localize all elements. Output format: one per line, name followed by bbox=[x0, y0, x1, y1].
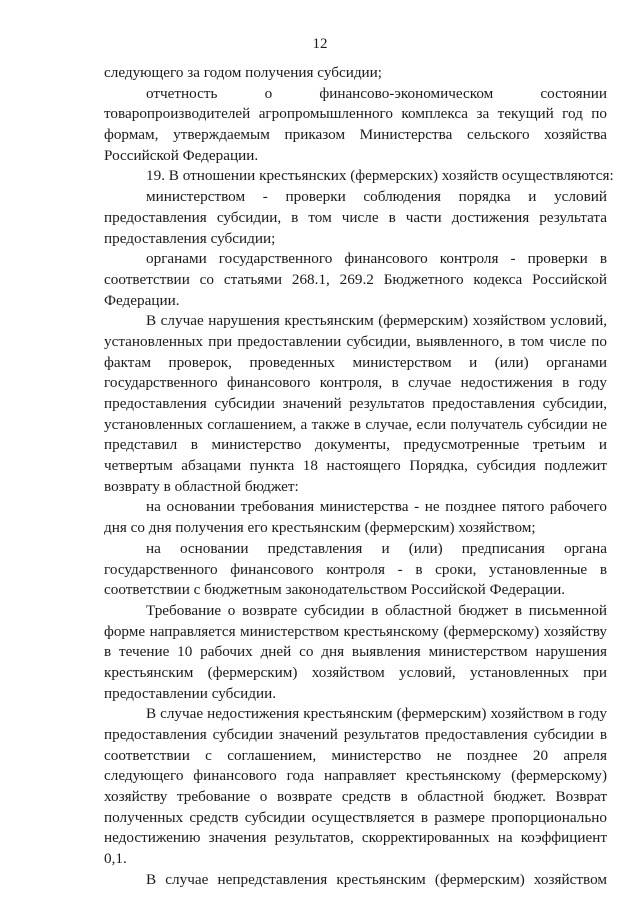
text-line: предоставления субсидии; bbox=[104, 229, 276, 247]
text-line: установленных соглашением, а также в случае, если получатель субсидии не bbox=[104, 415, 607, 433]
text-line: государственного финансового контроля, в случае недостижения в году bbox=[104, 374, 607, 392]
text-line: фактам проверок, проведенных министерством и (или) органами bbox=[104, 353, 607, 371]
text-line: в течение 10 рабочих дней со дня выявления министерством нарушения bbox=[104, 643, 607, 661]
text-line: предоставления субсидии значений результатов предоставления субсидии в bbox=[104, 726, 607, 743]
text-line: министерством - проверки соблюдения порядка и условий bbox=[146, 188, 607, 206]
text-line: хозяйству требование о возврате средств в областной бюджет. Возврат bbox=[104, 788, 607, 806]
text-line: полученных средств субсидии осуществляется в размере пропорционально bbox=[104, 808, 607, 826]
text-line: В случае нарушения крестьянским (фермерским) хозяйством условий, bbox=[146, 312, 607, 330]
text-line: крестьянским (фермерским) хозяйством условий, установленных при bbox=[104, 663, 607, 681]
text-line: товаропроизводителей агропромышленного комплекса за текущий год по bbox=[104, 105, 607, 123]
page-number: 12 bbox=[312, 36, 328, 52]
text-line: соответствии со статьями 268.1, 269.2 Бюджетного кодекса Российской bbox=[104, 270, 607, 288]
text-line: следующего финансового года направляет крестьянскому (фермерскому) bbox=[104, 767, 607, 785]
text-line: недостижению значения результатов, скорректированных на коэффициент bbox=[104, 829, 607, 847]
text-line: государственного финансового контроля - в сроки, установленные в bbox=[104, 560, 607, 578]
text-line: формам, утверждаемым приказом Министерства сельского хозяйства bbox=[104, 126, 607, 144]
text-line: представил в министерство документы, предусмотренные третьим и bbox=[104, 436, 607, 454]
text-line: предоставления субсидии значений результатов предоставления субсидии, bbox=[104, 395, 607, 412]
text-line: предоставления субсидии, в том числе в части достижения результата bbox=[104, 208, 607, 226]
text-line: соответствии с бюджетным законодательством Российской Федерации. bbox=[104, 581, 566, 599]
text-line: соответствии с соглашением, министерство не позднее 20 апреля bbox=[104, 746, 607, 764]
text-line: 19. В отношении крестьянских (фермерских) хозяйств осуществляются: bbox=[146, 167, 614, 185]
text-line: В случае непредставления крестьянским (фермерским) хозяйством bbox=[146, 870, 607, 888]
text-line: форме направляется министерством крестьянскому (фермерскому) хозяйству bbox=[104, 622, 607, 640]
text-line: Федерации. bbox=[104, 291, 180, 309]
text-line: предоставлении субсидии. bbox=[104, 684, 277, 702]
text-line: органами государственного финансового контроля - проверки в bbox=[146, 250, 607, 268]
text-line: отчетность о финансово-экономическом состоянии bbox=[146, 84, 607, 102]
text-line: установленных при предоставлении субсидии, выявленного, в том числе по bbox=[104, 332, 607, 350]
text-line: Российской Федерации. bbox=[104, 146, 259, 164]
text-line: следующего за годом получения субсидии; bbox=[104, 64, 383, 81]
text-line: четвертым абзацами пункта 18 настоящего Порядка, субсидия подлежит bbox=[104, 457, 607, 475]
text-line: дня со дня получения его крестьянским (фермерским) хозяйством; bbox=[104, 519, 536, 537]
text-line: на основании требования министерства - не позднее пятого рабочего bbox=[146, 498, 607, 516]
text-line: 0,1. bbox=[104, 850, 127, 868]
text-line: возврату в областной бюджет: bbox=[104, 477, 299, 495]
text-line: на основании представления и (или) предписания органа bbox=[146, 539, 607, 557]
document-body bbox=[104, 63, 614, 891]
text-line: Требование о возврате субсидии в областной бюджет в письменной bbox=[146, 601, 607, 619]
text-line: В случае недостижения крестьянским (фермерским) хозяйством в году bbox=[146, 705, 607, 723]
